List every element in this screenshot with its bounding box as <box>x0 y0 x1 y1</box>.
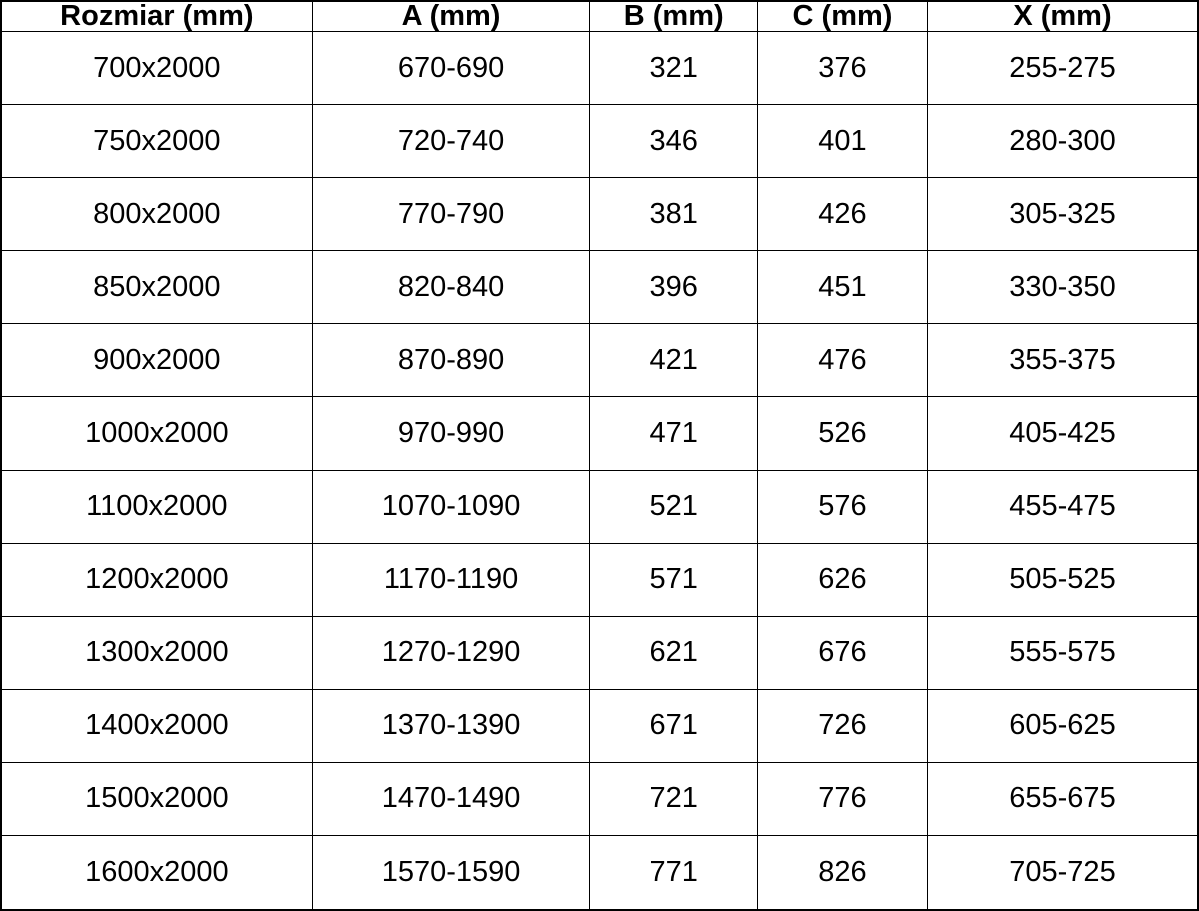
table-row <box>1 616 1198 689</box>
table-cell-c: 426 <box>758 178 928 251</box>
table-cell-rozmiar: 750x2000 <box>1 105 312 178</box>
table-row <box>1 689 1198 762</box>
column-header-b: B (mm) <box>590 1 758 32</box>
table-cell-a: 1570-1590 <box>312 836 590 910</box>
table-cell-x: 655-675 <box>927 762 1198 835</box>
table-cell-b: 396 <box>590 251 758 324</box>
table-cell-x: 330-350 <box>927 251 1198 324</box>
table-cell-a: 1470-1490 <box>312 762 590 835</box>
table-cell-b: 771 <box>590 836 758 910</box>
table-cell-x: 255-275 <box>927 32 1198 105</box>
table-cell-b: 421 <box>590 324 758 397</box>
table-row <box>1 105 1198 178</box>
table-row <box>1 470 1198 543</box>
table-row <box>1 324 1198 397</box>
table-cell-b: 321 <box>590 32 758 105</box>
table-cell-c: 726 <box>758 689 928 762</box>
table-cell-rozmiar: 1500x2000 <box>1 762 312 835</box>
table-cell-b: 671 <box>590 689 758 762</box>
table-cell-x: 305-325 <box>927 178 1198 251</box>
table-cell-c: 526 <box>758 397 928 470</box>
table-cell-x: 355-375 <box>927 324 1198 397</box>
table-row <box>1 397 1198 470</box>
table-cell-rozmiar: 1600x2000 <box>1 836 312 910</box>
table-cell-rozmiar: 800x2000 <box>1 178 312 251</box>
table-cell-rozmiar: 900x2000 <box>1 324 312 397</box>
table-cell-x: 280-300 <box>927 105 1198 178</box>
table-cell-a: 1370-1390 <box>312 689 590 762</box>
table-cell-c: 776 <box>758 762 928 835</box>
table-cell-a: 1070-1090 <box>312 470 590 543</box>
column-header-c: C (mm) <box>758 1 928 32</box>
table-cell-x: 605-625 <box>927 689 1198 762</box>
table-cell-x: 505-525 <box>927 543 1198 616</box>
table-cell-a: 870-890 <box>312 324 590 397</box>
table-row <box>1 836 1198 910</box>
table-cell-c: 826 <box>758 836 928 910</box>
table-cell-rozmiar: 1400x2000 <box>1 689 312 762</box>
table-row <box>1 251 1198 324</box>
table-cell-x: 405-425 <box>927 397 1198 470</box>
table-row <box>1 178 1198 251</box>
table-cell-c: 576 <box>758 470 928 543</box>
table-row <box>1 32 1198 105</box>
table-cell-rozmiar: 700x2000 <box>1 32 312 105</box>
table-cell-b: 521 <box>590 470 758 543</box>
table-cell-rozmiar: 1100x2000 <box>1 470 312 543</box>
table-row <box>1 762 1198 835</box>
column-header-rozmiar: Rozmiar (mm) <box>1 1 312 32</box>
table-cell-a: 720-740 <box>312 105 590 178</box>
table-row <box>1 543 1198 616</box>
table-cell-a: 670-690 <box>312 32 590 105</box>
table-cell-c: 676 <box>758 616 928 689</box>
table-cell-a: 1270-1290 <box>312 616 590 689</box>
table-cell-rozmiar: 1200x2000 <box>1 543 312 616</box>
table-cell-c: 476 <box>758 324 928 397</box>
table-cell-c: 451 <box>758 251 928 324</box>
table-cell-x: 705-725 <box>927 836 1198 910</box>
table-cell-b: 471 <box>590 397 758 470</box>
table-cell-a: 820-840 <box>312 251 590 324</box>
table-cell-rozmiar: 1300x2000 <box>1 616 312 689</box>
table-cell-x: 455-475 <box>927 470 1198 543</box>
column-header-x: X (mm) <box>927 1 1198 32</box>
table-body <box>1 32 1198 911</box>
table-cell-c: 401 <box>758 105 928 178</box>
table-cell-b: 381 <box>590 178 758 251</box>
table-cell-a: 770-790 <box>312 178 590 251</box>
table-cell-b: 346 <box>590 105 758 178</box>
table-cell-rozmiar: 1000x2000 <box>1 397 312 470</box>
table-cell-a: 1170-1190 <box>312 543 590 616</box>
table-cell-x: 555-575 <box>927 616 1198 689</box>
table-cell-a: 970-990 <box>312 397 590 470</box>
header-row <box>1 1 1198 32</box>
table-cell-b: 571 <box>590 543 758 616</box>
table-cell-c: 626 <box>758 543 928 616</box>
table-cell-b: 721 <box>590 762 758 835</box>
table-cell-b: 621 <box>590 616 758 689</box>
column-header-a: A (mm) <box>312 1 590 32</box>
table-cell-c: 376 <box>758 32 928 105</box>
table-cell-rozmiar: 850x2000 <box>1 251 312 324</box>
